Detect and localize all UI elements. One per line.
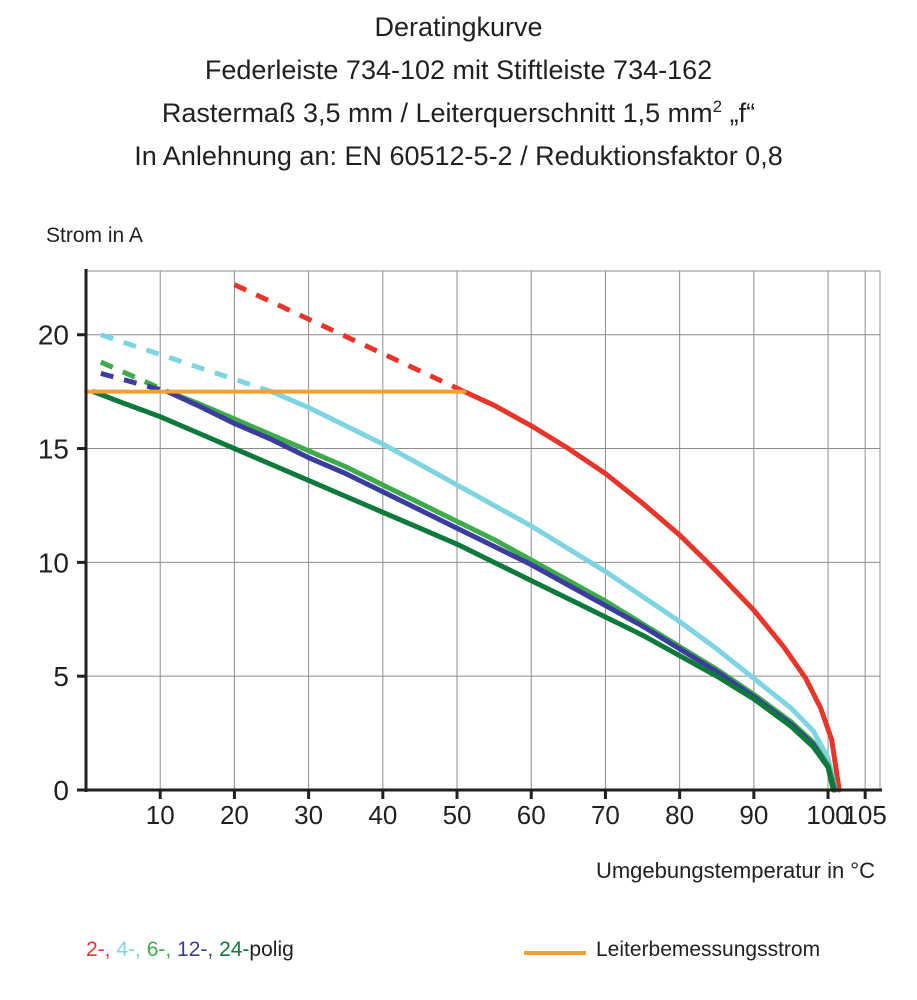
y-tick-label: 0 xyxy=(53,775,69,806)
title-line-3-suffix: „f“ xyxy=(722,98,756,128)
x-tick-label: 10 xyxy=(145,800,175,830)
legend-rated-current-label: Leiterbemessungsstrom xyxy=(596,938,821,961)
series-dashed-4-polig xyxy=(101,335,272,392)
y-tick-label: 10 xyxy=(37,547,69,579)
y-axis-label: Strom in A xyxy=(46,224,143,247)
title-line-4: In Anlehnung an: EN 60512-5-2 / Reduktionsfaktor 0,8 xyxy=(134,141,783,171)
x-tick-label: 30 xyxy=(294,800,324,830)
x-tick-label: 105 xyxy=(843,800,887,830)
legend-pole-part-4: 24- xyxy=(219,938,250,961)
x-tick-label: 100 xyxy=(806,800,850,830)
chart-legend xyxy=(0,938,917,978)
x-tick-label: 20 xyxy=(219,800,249,830)
series-dashed-2-polig xyxy=(234,285,464,392)
title-line-3-superscript: 2 xyxy=(712,97,723,116)
x-axis-label: Umgebungstemperatur in °C xyxy=(595,858,875,883)
legend-pole-part-1: 4-, xyxy=(116,938,147,961)
x-tick-label: 40 xyxy=(368,800,398,830)
legend-pole-part-0: 2-, xyxy=(86,938,117,961)
title-line-1: Deratingkurve xyxy=(374,12,543,42)
y-tick-label: 15 xyxy=(37,433,69,465)
x-tick-label: 50 xyxy=(442,800,472,830)
legend-pole-part-2: 6-, xyxy=(146,938,178,961)
y-tick-label: 5 xyxy=(53,661,69,693)
legend-rated-current-swatch xyxy=(524,951,586,955)
y-tick-label: 20 xyxy=(37,319,69,351)
series-24-polig xyxy=(93,392,833,790)
legend-poles xyxy=(86,938,294,962)
legend-pole-part-3: 12-, xyxy=(177,938,220,961)
x-tick-label: 90 xyxy=(739,800,769,830)
title-line-3-main: Rastermaß 3,5 mm / Leiterquerschnitt 1,5 mm xyxy=(161,98,713,128)
series-2-polig xyxy=(464,392,839,790)
title-line-2: Federleiste 734-102 mit Stiftleiste 734-162 xyxy=(204,55,713,85)
legend-pole-part-5: polig xyxy=(249,938,294,961)
x-tick-label: 60 xyxy=(516,800,546,830)
x-tick-label: 70 xyxy=(590,800,620,830)
x-tick-label: 80 xyxy=(665,800,695,830)
